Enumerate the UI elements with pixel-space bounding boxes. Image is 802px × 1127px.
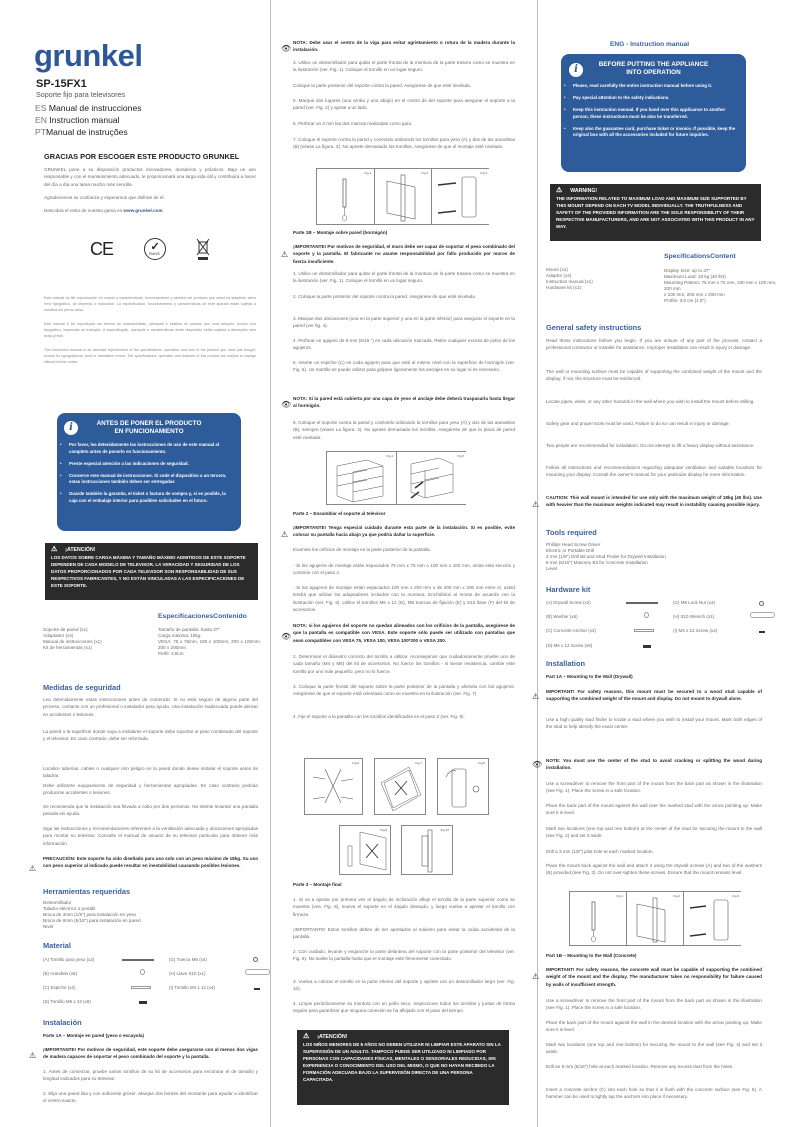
figure-8 xyxy=(437,758,489,815)
list-item: Soporte de pared (x1) xyxy=(43,627,88,632)
figure-6 xyxy=(304,758,363,815)
list-item: Electric or Portable Drill xyxy=(546,548,594,554)
part-1a-important: IMPORTANT! For safety reasons, this mount must be secured to a wood stud capable of supporting the combined weight of the mount and display. Do not mount to drywall alone. xyxy=(546,689,762,702)
install-step: 1. Si va a ajustar por primera vez el ángulo de inclinación afloje el tornillo de la parte superior como se muestra (vea. Fig. 8), mueva el soporte en el ángulo deseado, y luego vuelva a apretar el tornillo con firmeza. xyxy=(293,897,515,917)
language-code: EN xyxy=(35,115,47,125)
safety-paragraph: Follow all instructions and recommendations regarding adequate ventilation and suitable locations for mounting your display. Consult the owner's manual for your particular display for more information. xyxy=(546,465,762,478)
figures-1-3 xyxy=(316,168,489,225)
material-heading: Material xyxy=(43,941,71,950)
install-step: - Si los agujeros de montaje están espaciados 100 mm x 200 mm o de 200 mm x 200 mm entre sí, usted tendrá que utilizar los adaptadores incluidos con tu montura. Enchúfelos al monte de acuerdo con la ilustración (ver. Fig. 6). Utilice el tornillos M6 x 12 (D), M6 tuercas de fijación (E) y S10 llave (F) del kit de accesorios. xyxy=(293,585,515,613)
before-use-list xyxy=(57,442,241,505)
warning-title xyxy=(556,187,755,195)
title-line-1: BEFORE PUTTING THE APPLIANCE xyxy=(598,61,709,68)
language-code: PT xyxy=(35,127,46,137)
safety-paragraph: Two people are recommended for installation. Do not attempt to lift a heavy display without assistance. xyxy=(546,443,755,448)
disclaimer-pt: Este manual é fiel reprodução em termos de características, operação e estética do produto que você adquiriu, exceto erro tipográfico, impressão ou tradução. A especificação, operação e características deste dispositivo estão sujeitas a alterações sem aviso prévio. xyxy=(44,322,256,338)
material-item: (H) Llave S10 (x1) xyxy=(169,971,206,976)
safety-heading: General safety instructions xyxy=(546,323,642,332)
list-item: • Keep this instruction manual. If you hand over this applicance to another person, these instructions must be also be transferred. xyxy=(561,107,738,120)
part-1b-important: ¡IMPORTANTE! Por motivos de seguridad, el muro debe ser capaz de soportar el peso combinado del soporte y la pantalla. El fabricante no asume responsabilidad por fallo producido por muros de fuerza insuficiente. xyxy=(293,244,515,264)
before-use-box xyxy=(561,54,746,172)
material-item: (D) Tornillo M6 x 12 (x8) xyxy=(43,999,91,1004)
model-number: SP-15FX1 xyxy=(36,78,87,90)
figure-2 xyxy=(627,892,684,945)
install-step: Use a screwdriver to remove the front part of the mount from the back part as shown in the illustration (see Fig. 1). Place the screw in a safe location. xyxy=(546,998,762,1011)
safety-heading: Medidas de seguridad xyxy=(43,683,121,692)
install-step: Mark two locations (one top and one bottom) at the center of the stud for securing the mount to the wall (see Fig. 2) and set it aside. xyxy=(546,826,762,839)
list-item: • Please, read carefully the entire instruction manual before using it. xyxy=(561,83,738,90)
install-step: Examine los orificios de montaje en la parte posterior de la pantalla: xyxy=(293,547,431,552)
column-spanish-installation xyxy=(270,0,536,1127)
warning-triangle-icon: ⚠ xyxy=(51,546,58,553)
figure-label: Fig.9 xyxy=(380,828,387,832)
warning-body: LOS DATOS SOBRE CARGA MÁXIMA Y TAMAÑO MÁXIMO ADMITIDOS DE ESTE SOPORTE DEPENDEN DE CADA MODELO DE TELEVISOR. LA VERACIDAD Y SEGURIDAD DE LOS DATOS PROPORCIONADOS POR CADA TELEVISOR SON RESPONSABILIDAD DE SUS RESPECTIVOS FABRICANTES, Y NO ESTÁN VINCULADAS A LAS ESPECIFICACIONES DE ESTE SOPORTE. xyxy=(51,555,246,589)
install-step: 1. Antes de comenzar, pruebe varios tornillos de su kit de accesorios para encontrar el de tamaño y longitud indicados para su televisor. xyxy=(43,1069,258,1082)
important-triangle-icon: ⚠ xyxy=(281,530,289,539)
figure-label: Fig.6 xyxy=(352,761,359,765)
figure-1 xyxy=(317,169,375,224)
list-item: Maximum Load: 18 kg (40 lbs) xyxy=(664,274,726,280)
safety-paragraph: La pared o la superficie donde vaya a instalarse el soporte debe soportar el peso combinado del soporte y el televisor. En caso contrario, debe ser reforzada. xyxy=(43,729,258,742)
rohs-label: ✓ RoHS xyxy=(149,251,160,256)
important-triangle-icon: ⚠ xyxy=(532,972,540,981)
certification-icons xyxy=(90,236,210,262)
language-pt xyxy=(35,127,128,137)
install-step: 6. Coloque el soporte contra la pared y conéctelo utilizando la tornillos para yeso (A) y dos de las arandelas (B), siempre (véase La figura. 3). No apriete demasiado los tornillos. Asegúrese de que la placa de pared esté nivelada. xyxy=(293,420,515,440)
list-item: Mounting Pattern: 75 mm x 75 mm, 100 mm x 100 mm, 200 mm xyxy=(664,280,777,292)
specs-list xyxy=(158,627,261,657)
install-heading: Instalación xyxy=(43,1018,82,1027)
part-3-title: Parte 3 – Montaje final xyxy=(293,882,342,887)
important-triangle-icon: ⚠ xyxy=(281,250,289,259)
important-triangle-icon: ⚠ xyxy=(29,1051,37,1060)
install-step: 2. Con cuidado, levante y enganche la parte delantera del soporte con la parte posterior del televisor (ver. Fig. 9). No suelte la pantalla hasta que el montaje esté firmemente conectado. xyxy=(293,949,515,962)
title-line-1: ANTES DE PONER EL PRODUCTO xyxy=(96,420,202,427)
part-1b-important: IMPORTANT! For safety reasons, the concrete wall must be capable of supporting the combined weight of the mount and the display. The manufacturer takes no responsibility for failure caused by walls of insufficient strength. xyxy=(546,967,762,987)
install-step: 3. Coloque la parte frontal del soporte sobre la parte posterior de la pantalla y alinéela con los agujeros. Asegúrese de que el soporte está orientado como se muestra en la ilustración (ver. Fig. 7) xyxy=(293,684,515,697)
safety-paragraph: Read these instructions before you begin. If you are unsure of any part of the process, contact a professional contractor or installer for assistance. Improper installation can result in injury or damage. xyxy=(546,338,762,351)
figures-4-5 xyxy=(326,451,466,505)
install-step: 3. Vuelva a colocar el tornillo en la parte inferior del soporte y apriete con un destornillador largo (ver. Fig. 10). xyxy=(293,979,515,992)
safety-paragraph: Safety gear and proper tools must be used. Failure to do so can result in injury or damage. xyxy=(546,421,730,426)
install-step: 4. Perforar un agujero de 8 mm (5/16 ") en cada ubicación marcada. Retire cualquier exceso de polvo de los agujeros. xyxy=(293,338,515,351)
specs-heading: SpecificationsContent xyxy=(664,253,736,260)
wrench-icon xyxy=(750,612,775,618)
figure-1 xyxy=(570,892,627,945)
weee-bin-icon xyxy=(196,238,210,260)
eye-note-icon: 👁 xyxy=(281,400,292,409)
part-1b-title: Part 1B – Mounting to the Wall (Concrete) xyxy=(546,953,637,958)
m6-screw-icon xyxy=(139,1001,147,1004)
thanks-heading: GRACIAS POR ESCOGER ESTE PRODUCTO GRUNKEL xyxy=(44,152,240,161)
hardware-item: (C) Concrete Anchor (x2) xyxy=(546,628,597,633)
figure-label: Fig.7 xyxy=(415,761,422,765)
install-step: 7. Coloque el soporte contra la pared y conéctelo utilizando los tornillos para yeso (A) y dos de las arandelas (B) (véase La figura. 3). No apriete demasiado los tornillos. Asegúrese de que el montaje esté nivelado. xyxy=(293,137,515,150)
list-item: • Preste especial atención a las indicaciones de seguridad. xyxy=(57,461,233,468)
material-item: (B) Arandela (x6) xyxy=(43,971,78,976)
hardware-item: (A) Drywall Screw (x2) xyxy=(546,600,591,605)
product-subtitle: Soporte fijo para televisores xyxy=(36,90,126,99)
drywall-screw-icon xyxy=(122,959,154,961)
m4-screw-icon xyxy=(759,631,765,633)
install-step: Drill a 3 mm (1/8") pilot hole at each marked location. xyxy=(546,849,654,854)
title-line-2: EN FUNCIONAMIENTO xyxy=(114,428,184,435)
install-step: 6. Perforar un 3 mm las dos marcas realizadas como guía. xyxy=(293,121,413,126)
list-item: • Conserve este manual de instrucciones. Si cede el dispositivo a un tercero, estas instrucciones también deben ser entregadas xyxy=(57,473,233,486)
tools-heading: Herramientas requeridas xyxy=(43,887,131,896)
figure-3 xyxy=(432,169,490,224)
figure-label: Fig.5 xyxy=(457,454,464,458)
eye-note-icon: 👁 xyxy=(532,760,543,769)
contents-list xyxy=(546,267,646,291)
install-step: 2. Elija una pared lisa y con suficiente grosor. Marque dos bordes del montante para ayudar a identificar el centro exacto. xyxy=(43,1091,258,1104)
discover-text: Descubra el resto de nuestra gama en xyxy=(44,208,124,213)
install-step: 4. Limpie periódicamente su montura con un paño seco. Inspeccione todos los tornillos y juntas de forma regular para garantizar que ninguna conexión se ha aflojado con el paso del tiempo. xyxy=(293,1001,515,1014)
list-item: • Guarde también la garantía, el ticket o factura de compra y, si es posible, la caja con el embalaje interior para posibles solicitudes en el futuro. xyxy=(57,491,233,504)
install-step: 5. Marque dos lugares (uno arriba y uno abajo) en el centro de del soporte para asegurar el soporte a la pared (ver. Fig. 2) y ajuste a un lado. xyxy=(293,98,515,111)
list-item: • Keep also the guarantee card, purchase ticket or invoice. If possible, keep the original box with all the accessories included for future inquiries. xyxy=(561,126,738,139)
figure-label: Fig.1 xyxy=(616,894,623,898)
install-step: Drill an 8 mm (5/16") hole at each marked location. Remove any excess dust from the holes. xyxy=(546,1064,734,1069)
washer-icon xyxy=(644,612,649,618)
list-item: Perfil: 3,8cm xyxy=(158,651,184,657)
part-1a-title: Part 1A – Mounting to the Wall (Drywall) xyxy=(546,674,633,679)
language-es xyxy=(35,103,142,113)
contents-list xyxy=(43,627,143,651)
discover-line xyxy=(44,207,256,214)
ce-mark-icon: CE xyxy=(90,238,114,259)
before-use-title xyxy=(561,54,746,77)
caution-triangle-icon: ⚠ xyxy=(532,500,540,509)
list-item: Adaptor (x2) xyxy=(546,273,572,279)
figure-label: Fig.3 xyxy=(732,894,739,898)
part-2-title: Parte 2 – Ensamblar el soporte al televisor xyxy=(293,511,386,516)
list-item: x 100 mm, 200 mm x 200 mm xyxy=(664,292,725,298)
figures-1-3 xyxy=(569,891,741,946)
figure-4 xyxy=(327,452,397,504)
install-step: Mark two locations (one top and one bottom) for securing the mount to the wall (see Fig. 4) and set it aside. xyxy=(546,1042,762,1055)
figure-2 xyxy=(375,169,432,224)
safety-paragraph: Siga las instrucciones y recomendaciones referentes a la ventilación adecuada y ubicaciones apropiadas para montar su televisor. Consulte el manual de usuario de su televisor particular para obtener más información. xyxy=(43,826,258,846)
warning-body: LOS NIÑOS MENORES DE 8 AÑOS NO DEBEN UTILIZAR NI LIMPIAR ESTE APARATO SIN LA SUPERVISIÓN DE UN ADULTO. TAMPOCO PUEDE SER UTILIZADO NI LIMPIADO POR PERSONAS CON CAPACIDADES FÍSICAS, MENTALES O SENSORIALES REDUCIDAS, SIN EXPERIENCIA O CONOCIMIENTO DEL USO DEL MISMO, O QUE NO HAYAN RECIBIDO LA FORMACIÓN ADECUADA BAJO LA SUPERVISIÓN DIRECTA DE UNA PERSONA CAPACITADA. xyxy=(303,1042,501,1083)
note-text: NOTA: Si la pared está cubierta por una capa de yeso el anclaje debe deberá traspasarla hasta llegar al hormigón. xyxy=(293,396,515,409)
english-header: ENG - Instruction manual xyxy=(610,41,690,48)
part-1a-important: ¡IMPORTANTE! Por motivos de seguridad, este soporte debe asegurarse con al menos dos vigas de madera capaces de soportar el peso combinado del soporte y la pantalla. xyxy=(43,1047,258,1060)
language-code: ES xyxy=(35,103,47,113)
language-label: Manual de instrucciones xyxy=(48,103,142,113)
material-item: (C) Espiche (x2) xyxy=(43,985,76,990)
material-item: (I) Tornillo M4 x 12 (x4) xyxy=(169,985,215,990)
specs-heading: EspecificacionesContenido xyxy=(158,613,247,620)
list-item: Tamaño de pantalla: hasta 37" xyxy=(158,627,220,632)
hardware-item: (H) S10 Wrench (x1) xyxy=(673,614,715,619)
before-use-box xyxy=(57,413,241,531)
info-icon: i xyxy=(64,421,78,435)
safety-paragraph: Locate pipes, wires, or any other hazards in the wall where you wish to install the mount before drilling. xyxy=(546,399,755,404)
tools-list xyxy=(43,900,243,930)
warning-body: THE INFORMATION RELATED TO MAXIMUM LOAD AND MAXIMUM SIZE SUPPORTED BY THIS MOUNT DEPEND ON EACH TV MODEL INDIVIDUALLY. THE TRUTHFULNESS AND SAFETY OF THE PROVIDED INFORMATION ARE THE SOLE RESPONSIBILITY OF THEIR RESPECTIVE MANUFACTURERS, AND ARE NOT ASSOCIATED WITH THIS PRODUCT IN ANY WAY. xyxy=(556,196,755,230)
install-heading: Installation xyxy=(546,659,586,668)
list-item: • Por favor, lea detenidamente las instrucciones de uso de este manual al completo antes de ponerlo en funcionamiento. xyxy=(57,442,233,455)
specs-list xyxy=(664,268,784,305)
safety-paragraph: Lea detenidamente estas instrucciones antes de comenzar. Si no está seguro de alguna parte del proceso, contacte con un profesional o instalador para ayuda. Una instalación inadecuada puede derivar en accidentes o lesiones. xyxy=(43,697,258,717)
hardware-item: (B) Washer (x6) xyxy=(546,614,578,619)
list-item: Taladro eléctrico o portátil xyxy=(43,906,96,912)
figure-label: Fig.1 xyxy=(364,171,371,175)
install-step: 1. Utilice un destornillador para quitar el parte frontal de la montura de la parte trasera como se muestra en la ilustración (ver. Fig. 1). Coloque el tornillo en un lugar seguro. xyxy=(293,271,515,284)
info-icon: i xyxy=(569,63,583,77)
install-step: Place the mount back against the wall and attach it using the drywall screws (A) and two of the washers (B) provided (see Fig. 3). Do not over-tighten these screws. Ensure that the mount remains level. xyxy=(546,863,762,876)
install-step: 2. Determinar el diámetro correcto del tornillo a utilizar. Aconsejamos que cuidadosamente pruebe uno de cada tamaño (M4 y M6) del kit de accesorios. No fuerce los tornillos - si siente resistencia, cambie este tornillo por uno más pequeño, pero no lo fuerce. xyxy=(293,654,515,674)
safety-paragraph: The wall or mounting surface must be capable of supporting the combined weight of the mount and the display; if not, the structure must be reinforced. xyxy=(546,369,762,382)
language-label: Manual de instruções xyxy=(45,127,128,137)
warning-triangle-icon: ⚠ xyxy=(303,1033,310,1040)
material-item: (G) Tuerca M6 (x4) xyxy=(169,957,208,962)
warning-title xyxy=(303,1033,503,1041)
tools-heading: Tools required xyxy=(546,528,597,537)
part-1a-title: Parte 1A – Montaje en pared (yeso o escayola) xyxy=(43,1033,144,1038)
install-step: Use a high quality stud finder to locate a stud where you wish to install your mount. Mark both edges of the stud to help identify the exact center. xyxy=(546,717,762,730)
language-label: Instruction manual xyxy=(49,115,120,125)
list-item: Profile: 3.8 cm (1.5") xyxy=(664,298,706,304)
warning-triangle-icon: ⚠ xyxy=(556,187,563,194)
m6-screw-icon xyxy=(643,645,651,648)
install-step: 3. Utilice un destornillador para quitar el parte frontal de la montura de la parte trasera como se muestra en la ilustración (ver. Fig. 1). Coloque el tornillo en un lugar seguro. xyxy=(293,60,515,73)
figure-5 xyxy=(397,452,467,504)
note-text: NOTA: Debe usar el centro de la viga para evitar agrietamiento o rotura de la madera durante la instalación. xyxy=(293,40,515,53)
install-step: ¡IMPORTANTE! Estos tornillos deben de ser apretados al máximo para evitar la caída accidental de la pantalla. xyxy=(293,927,515,940)
list-item: Adaptador (x4) xyxy=(43,633,74,639)
install-step: 2. Coloque la parte posterior del soporte contra la pared. Asegúrese de que esté nivelada. xyxy=(293,294,477,299)
caution-triangle-icon: ⚠ xyxy=(29,864,37,873)
tools-list xyxy=(546,542,756,572)
list-item: Phillips Head Screw Driver xyxy=(546,542,601,547)
children-warning-box xyxy=(297,1030,509,1105)
warning-title-text: ¡ATENCIÓN! xyxy=(65,547,96,553)
figure-3 xyxy=(684,892,742,945)
list-item: • Pay special attention to the safety indications. xyxy=(561,95,738,102)
figure-label: Fig.3 xyxy=(480,171,487,175)
rohs-icon xyxy=(144,238,166,260)
figure-label: Fig.8 xyxy=(478,761,485,765)
website-link[interactable]: www.grunkel.com xyxy=(123,208,163,213)
before-use-title xyxy=(57,413,241,436)
caution-text: CAUTION: This wall mount is intended for use only with the maximum weight of 18kg (40 lbs). Use with heavier than the maximum weights indicated may result in instability causing possible injury. xyxy=(546,495,762,508)
list-item: Carga máxima: 18kg xyxy=(158,633,201,639)
install-step: 4. Fije el soporte a la pantalla con los tornillos identificados en el paso 2 (ver. Fig. 8). xyxy=(293,714,465,719)
figure-label: Fig.10 xyxy=(440,828,449,832)
install-step: Coloque la parte posterior del soporte contra la pared. Asegúrese de que esté nivelada. xyxy=(293,83,471,88)
column-english xyxy=(532,0,802,1127)
install-step: 5. Inserte un espiche (C) en cada agujero para que esté al mismo nivel con la superficie de hormigón (ver. Fig. 5). Un martillo se puede utilizar para golpear ligeramente los anclajes en su lugar si es necesario. xyxy=(293,360,515,373)
install-step: Place the back part of the mount against the wall over the marked stud with the arrow pointing up. Make sure it is level. xyxy=(546,803,762,816)
list-item: Broca de 8mm (5/16") para instalación en pared xyxy=(43,918,141,924)
title-line-2: INTO OPERATION xyxy=(626,69,681,76)
list-item: Kit de herramientas (x1) xyxy=(43,645,93,651)
language-en xyxy=(35,115,120,125)
list-item: Manual de instrucciones (x1) xyxy=(43,639,102,645)
warning-box xyxy=(550,184,761,241)
thanks-paragraph: GRUNKEL pone a su disposición productos innovadores, duraderos y prácticos. Bajo un uso responsable y con el mantenimiento adecuado, le proporcionará una larga vida útil y contribuirá a hacer del día a día una tarea mucho más sencilla. xyxy=(44,167,256,187)
list-item: Nivel xyxy=(43,924,54,930)
figure-label: Fig.4 xyxy=(386,454,393,458)
warning-title-text: ¡ATENCIÓN! xyxy=(317,1034,348,1040)
hardware-item: (I) M4 x 12 Screw (x4) xyxy=(673,628,718,633)
list-item: Hardware kit (x1) xyxy=(546,285,581,291)
safety-paragraph: Debe utilizarse equipamiento de seguridad y herramientas apropiadas. En caso contrario podrían producirse accidentes o lesiones. xyxy=(43,783,258,796)
figure-7 xyxy=(374,758,426,815)
washer-icon xyxy=(140,969,145,975)
list-item: 8 mm (5/16") Masonry Bit for Concrete Installation xyxy=(546,560,648,566)
list-item: Level xyxy=(546,566,557,572)
important-triangle-icon: ⚠ xyxy=(532,692,540,701)
m4-screw-icon xyxy=(254,988,260,990)
figure-label: Fig.2 xyxy=(673,894,680,898)
list-item: Display Size: up to 37" xyxy=(664,268,711,273)
column-spanish-intro xyxy=(0,0,268,1127)
drywall-screw-icon xyxy=(626,602,658,604)
grunkel-logo: grunkel xyxy=(34,38,143,73)
list-item: 3 mm (1/8") Drill Bit and Stud Finder for Drywall Installation xyxy=(546,554,666,560)
warning-box xyxy=(45,543,258,600)
note-text: NOTA: si los agujeros del soporte no quedan alineados con los orificios de la pantalla, asegúrese de que la pantalla es compatible con VESA. Este soporte sólo puede ser utilizado con pantallas que sean compatibles con VESA 75, VESA 100, VESA 100*200 o VESA 200. xyxy=(293,623,515,643)
anchor-icon xyxy=(634,629,654,632)
safety-paragraph: Localice tuberías, cables o cualquier otro peligro en la pared donde desee instalar el soporte antes de taladrar. xyxy=(43,766,258,779)
figure-10 xyxy=(401,825,453,875)
anchor-icon xyxy=(131,986,151,989)
list-item: Destornillador xyxy=(43,900,72,905)
install-step: Place the back part of the mount against the wall in the desired location with the arrow pointing up. Make sure it is level. xyxy=(546,1020,762,1033)
disclaimer-es: Este manual es fiel reproducción en cuanto a características, funcionamiento y estética del producto que usted ha adquirido salvo error tipográfico, de imprenta o traducción. La especificación, funcionamiento y características de este aparato están sujetas a cambios sin previo aviso. xyxy=(44,296,256,312)
install-step: Use a screwdriver to remove the front part of the mount from the back part as shown in the illustration (see Fig. 1). Place the screw in a safe location. xyxy=(546,781,762,794)
figure-label: Fig.2 xyxy=(421,171,428,175)
figure-9 xyxy=(339,825,391,875)
hardware-item: (D) M6 x 12 Screw (x8) xyxy=(546,643,593,648)
before-use-list xyxy=(561,83,746,139)
material-item: (A) Tornillo para yeso (x2) xyxy=(43,957,95,962)
list-item: Mount (x1) xyxy=(546,267,568,272)
part-1b-title: Parte 1B – Montaje sobre pared (hormigón) xyxy=(293,230,388,235)
warning-title-text: WARNING! xyxy=(570,188,598,194)
list-item: Instruction manual (x1) xyxy=(546,279,593,285)
safety-paragraph: Se recomienda que la instalación sea llevada a cabo por dos personas. No intente levantar una pantalla pesada sin ayuda. xyxy=(43,804,258,817)
install-step: Insert a concrete anchor (C) into each hole so that it is flush with the concrete surface (see Fig. 5). A hammer can be used to lightly tap the anchors into place if necessary. xyxy=(546,1087,762,1100)
install-step: 3. Marque dos ubicaciones (una en la parte superior y una en la parte inferior) para asegurar el soporte en la pared (ver fig. 4). xyxy=(293,316,515,329)
part-2-important: ¡IMPORTANTE! Tenga especial cuidado durante esta parte de la instalación. Si es posible, evite colocar su pantalla hacia abajo ya que podría dañar la superficie. xyxy=(293,525,515,538)
nut-icon xyxy=(759,601,764,606)
wrench-icon xyxy=(245,969,270,975)
note-text: NOTE: You must use the center of the stud to avoid cracking or splitting the wood during installation. xyxy=(546,758,762,771)
list-item: VESA: 75 x 75mm, 100 x 100mm, 200 x 100mm, 200 x 200mm xyxy=(158,639,261,651)
nut-icon xyxy=(253,957,258,962)
eye-note-icon: 👁 xyxy=(281,632,292,641)
install-step: - Si los agujeros de montaje están espaciados 75 mm x 75 mm o 100 mm x 100 mm, omita esta sección y continúe con el paso 2. xyxy=(293,563,515,576)
hardware-item: (G) M6 Lock Nut (x4) xyxy=(673,600,716,605)
caution-text: PRECAUCIÓN: Este soporte ha sido diseñado para uso solo con un peso máximo de 18kg. Su uso con peso superior al indicado puede resultar en inestabilidad causando posibles lesiones. xyxy=(43,856,258,869)
hardware-heading: Hardware kit xyxy=(546,585,591,594)
disclaimer-en: This instruction manual is an accurate reproduction of the specifications, operation and look of the product you have just bought, except for typographical, print or translation errors. The specifications, operation and features of this product are subject to change without further notice. xyxy=(44,348,256,364)
warning-title xyxy=(51,546,252,554)
list-item: Broca de 3mm (1/8") para instalación en yeso xyxy=(43,912,137,918)
thanks-paragraph-2: Agradecemos su confianza y esperamos que disfrute de él. xyxy=(44,195,165,200)
eye-note-icon: 👁 xyxy=(281,44,292,53)
